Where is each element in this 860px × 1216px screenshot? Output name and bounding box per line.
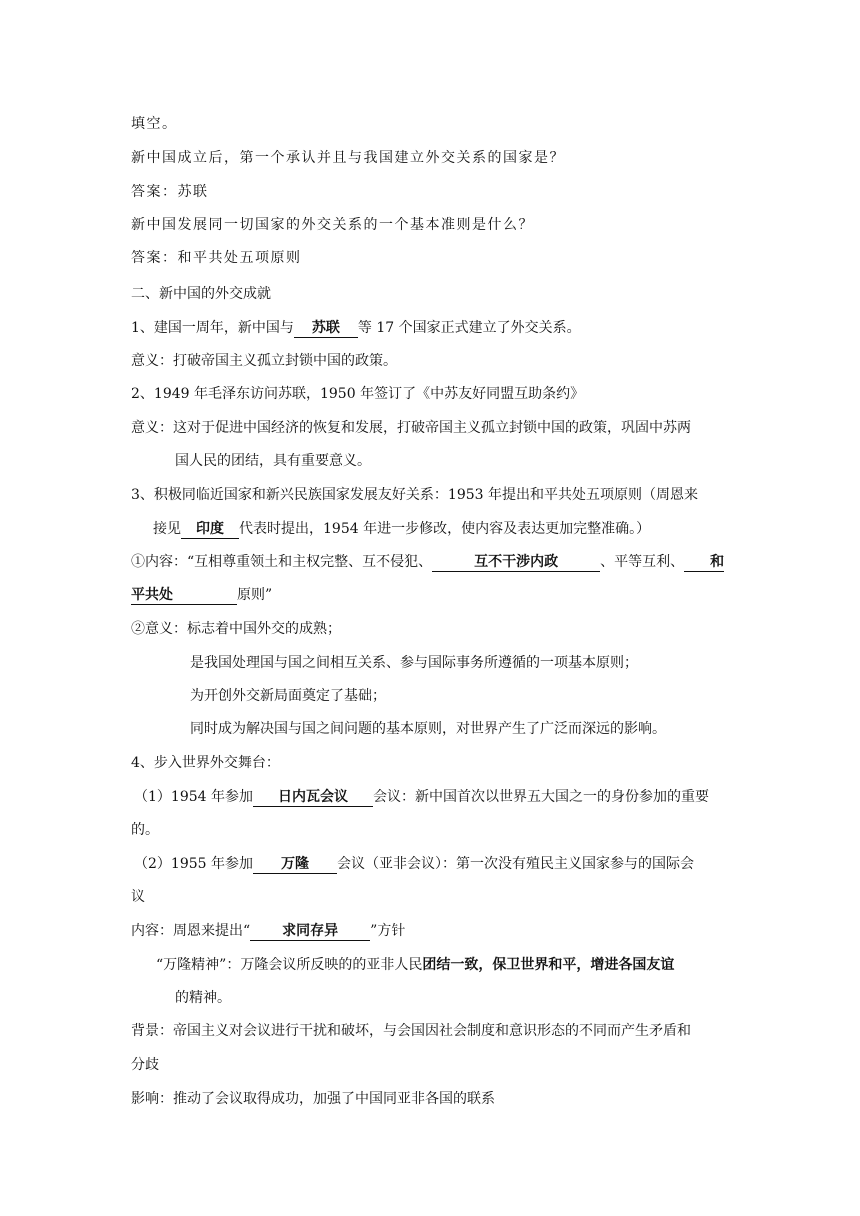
blank-answer: 平共处 <box>131 586 237 605</box>
item-4-2 <box>134 854 694 874</box>
content-text: 、平等互利、 <box>600 554 685 570</box>
significance-2: 为开创外交新局面奠定了基础； <box>190 688 386 704</box>
significance-heading: ②意义：标志着中国外交的成熟； <box>131 621 341 637</box>
item-4-2-text: 会议（亚非会议）：第一次没有殖民主义国家参与的国际会 <box>337 856 694 872</box>
item-3: 3、积极同临近国家和新兴民族国家发展友好关系：1953 年提出和平共处五项原则（周恩来 <box>131 487 698 503</box>
question-1: 新中国成立后，第一个承认并且与我国建立外交关系的国家是？ <box>131 150 565 166</box>
content-line-cont <box>131 585 272 605</box>
bandung-spirit-cont: 的精神。 <box>175 990 231 1006</box>
item-4-1-cont: 的。 <box>131 822 159 838</box>
item-1-text: 1、建国一周年，新中国与 <box>131 320 294 336</box>
background-line: 背景：帝国主义对会议进行干扰和破坏，与会国因社会制度和意识形态的不同而产生矛盾和 <box>131 1023 691 1039</box>
fill-blank-heading: 填空。 <box>131 116 178 132</box>
bandung-spirit-text: “万隆精神”：万隆会议所反映的的亚非人民 <box>156 957 423 973</box>
item-4-1 <box>134 787 709 807</box>
item-4-2-cont: 议 <box>131 889 145 905</box>
content-text: ①内容：“互相尊重领土和主权完整、互不侵犯、 <box>131 554 433 570</box>
bandung-spirit <box>156 955 674 975</box>
item-1-text: 等 17 个国家正式建立了外交关系。 <box>357 320 581 336</box>
item-3-cont <box>153 519 650 539</box>
item-4-2-text: （2）1955 年参加 <box>134 856 253 872</box>
item-3-text: 接见 <box>153 521 181 537</box>
item-2-meaning: 意义：这对于促进中国经济的恢复和发展，打破帝国主义孤立封锁中国的政策，巩固中苏两 <box>131 420 691 436</box>
item-4-1-text: （1）1954 年参加 <box>134 789 253 805</box>
content-line <box>131 552 724 572</box>
significance-1: 是我国处理国与国之间相互关系、参与国际事务所遵循的一项基本原则； <box>190 655 638 671</box>
blank-answer: 日内瓦会议 <box>253 788 373 807</box>
bandung-content-text: 内容：周恩来提出“ <box>131 923 251 939</box>
bandung-content-text: ”方针 <box>370 923 406 939</box>
item-4-1-text: 会议：新中国首次以世界五大国之一的身份参加的重要 <box>373 789 709 805</box>
item-3-text: 代表时提出，1954 年进一步修改，使内容及表达更加完整准确。） <box>239 521 651 537</box>
answer-1: 答案：苏联 <box>131 184 209 200</box>
item-4: 4、步入世界外交舞台： <box>131 755 280 771</box>
item-1 <box>131 318 581 338</box>
bandung-spirit-bold: 团结一致，保卫世界和平，增进各国友谊 <box>422 957 675 973</box>
answer-2: 答案：和平共处五项原则 <box>131 250 302 266</box>
content-text: 原则” <box>237 587 273 603</box>
blank-answer: 印度 <box>181 520 239 539</box>
blank-answer: 求同存异 <box>250 922 370 941</box>
item-2-meaning-cont: 国人民的团结，具有重要意义。 <box>175 453 371 469</box>
blank-answer: 苏联 <box>294 319 358 338</box>
blank-answer: 万隆 <box>253 855 337 874</box>
blank-answer: 互不干涉内政 <box>432 553 600 572</box>
significance-3: 同时成为解决国与国之间问题的基本原则，对世界产生了广泛而深远的影响。 <box>190 721 666 737</box>
blank-answer: 和 <box>684 553 724 572</box>
section-heading: 二、新中国的外交成就 <box>131 286 271 302</box>
question-2: 新中国发展同一切国家的外交关系的一个基本准则是什么？ <box>131 217 534 233</box>
background-line-cont: 分歧 <box>131 1057 159 1073</box>
impact-line: 影响：推动了会议取得成功，加强了中国同亚非各国的联系 <box>131 1091 495 1107</box>
item-2: 2、1949 年毛泽东访问苏联，1950 年签订了《中苏友好同盟互助条约》 <box>131 386 585 402</box>
item-1-meaning: 意义：打破帝国主义孤立封锁中国的政策。 <box>131 353 397 369</box>
bandung-content <box>131 921 405 941</box>
